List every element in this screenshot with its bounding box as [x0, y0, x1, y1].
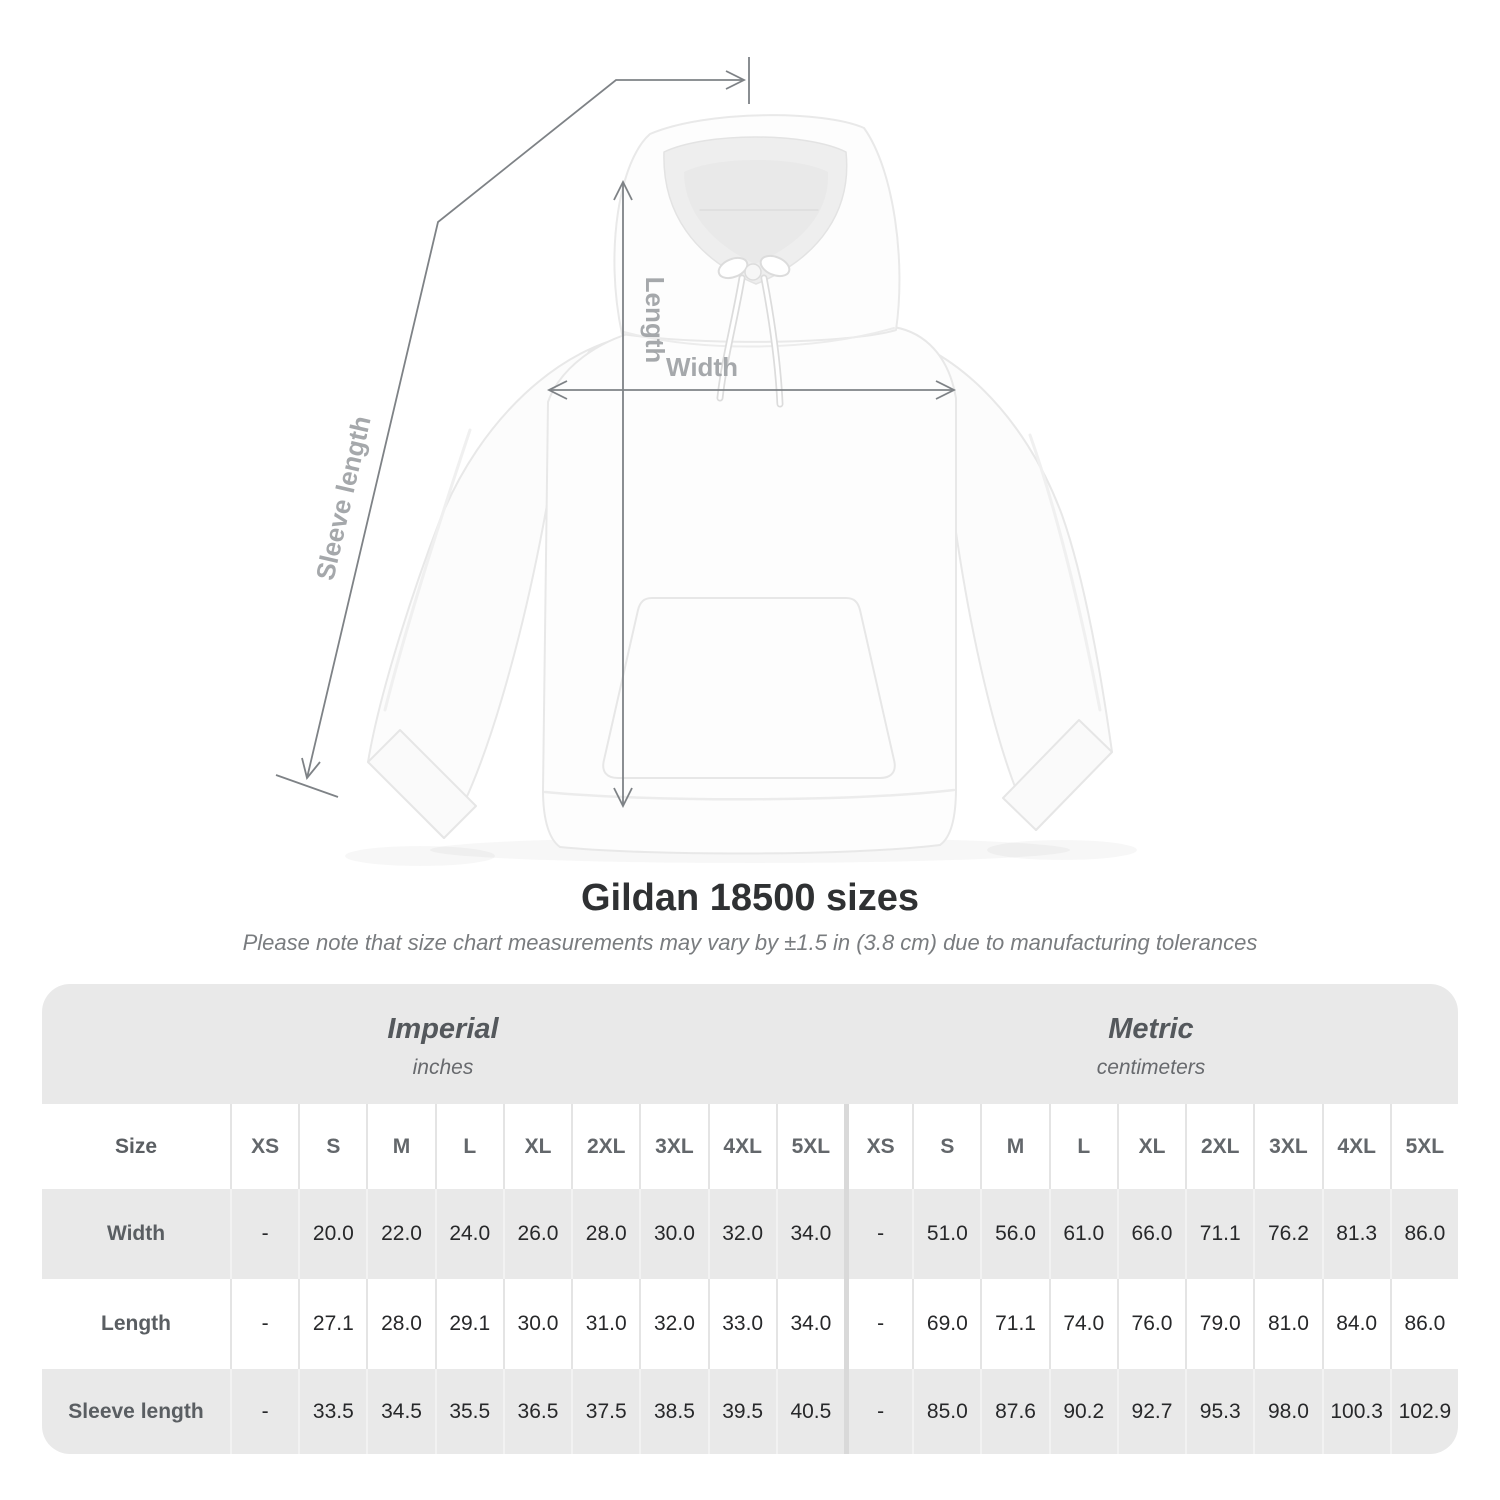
imperial-value-cell: 26.0	[503, 1189, 571, 1279]
metric-value-cell: 100.3	[1322, 1369, 1390, 1454]
metric-value-cell: 92.7	[1117, 1369, 1185, 1454]
metric-value-cell: 71.1	[1185, 1189, 1253, 1279]
size-col-header-imperial-l: L	[435, 1104, 503, 1189]
imperial-unit: inches	[412, 1055, 474, 1079]
left-cuff-shadow	[345, 846, 495, 866]
size-col-header-imperial-2xl: 2XL	[571, 1104, 639, 1189]
sleeve-length-label: Sleeve length	[309, 412, 377, 584]
imperial-value-cell: 40.5	[776, 1369, 844, 1454]
metric-value-cell: 71.1	[980, 1279, 1048, 1369]
imperial-value-cell: -	[230, 1369, 298, 1454]
size-col-header-imperial-m: M	[366, 1104, 434, 1189]
metric-value-cell: 102.9	[1390, 1369, 1458, 1454]
metric-value-cell: 56.0	[980, 1189, 1048, 1279]
imperial-value-cell: 39.5	[708, 1369, 776, 1454]
hoodie-illustration	[368, 115, 1112, 853]
imperial-title: Imperial	[387, 1012, 499, 1045]
metric-value-cell: -	[844, 1279, 912, 1369]
imperial-value-cell: 28.0	[366, 1279, 434, 1369]
imperial-value-cell: 28.0	[571, 1189, 639, 1279]
size-col-header-metric-s: S	[912, 1104, 980, 1189]
imperial-section-header	[42, 984, 844, 1104]
tolerance-note: Please note that size chart measurements may vary by ±1.5 in (3.8 cm) due to manufacturing tolerances	[242, 930, 1258, 955]
size-col-header-metric-5xl: 5XL	[1390, 1104, 1458, 1189]
size-col-header-imperial-3xl: 3XL	[639, 1104, 707, 1189]
imperial-value-cell: 32.0	[708, 1189, 776, 1279]
metric-value-cell: 76.2	[1253, 1189, 1321, 1279]
metric-value-cell: -	[844, 1189, 912, 1279]
imperial-value-cell: 34.0	[776, 1189, 844, 1279]
imperial-value-cell: 37.5	[571, 1369, 639, 1454]
size-col-header-metric-4xl: 4XL	[1322, 1104, 1390, 1189]
metric-value-cell: 86.0	[1390, 1189, 1458, 1279]
length-label: Length	[640, 276, 670, 364]
imperial-value-cell: 34.0	[776, 1279, 844, 1369]
imperial-value-cell: 32.0	[639, 1279, 707, 1369]
kangaroo-pocket	[603, 598, 895, 778]
metric-value-cell: 66.0	[1117, 1189, 1185, 1279]
size-col-header-imperial-xl: XL	[503, 1104, 571, 1189]
size-col-header-imperial-4xl: 4XL	[708, 1104, 776, 1189]
metric-value-cell: 90.2	[1049, 1369, 1117, 1454]
size-col-header-metric-2xl: 2XL	[1185, 1104, 1253, 1189]
size-col-header-imperial-xs: XS	[230, 1104, 298, 1189]
imperial-value-cell: 35.5	[435, 1369, 503, 1454]
imperial-value-cell: 33.5	[298, 1369, 366, 1454]
imperial-value-cell: 34.5	[366, 1369, 434, 1454]
size-col-header-metric-m: M	[980, 1104, 1048, 1189]
metric-value-cell: 81.3	[1322, 1189, 1390, 1279]
metric-unit: centimeters	[1096, 1055, 1206, 1079]
size-col-header-metric-xl: XL	[1117, 1104, 1185, 1189]
imperial-value-cell: 36.5	[503, 1369, 571, 1454]
metric-value-cell: 74.0	[1049, 1279, 1117, 1369]
imperial-value-cell: 24.0	[435, 1189, 503, 1279]
size-column-header: Size	[42, 1104, 230, 1189]
metric-value-cell: 87.6	[980, 1369, 1048, 1454]
imperial-value-cell: 33.0	[708, 1279, 776, 1369]
metric-value-cell: 76.0	[1117, 1279, 1185, 1369]
metric-value-cell: 51.0	[912, 1189, 980, 1279]
metric-value-cell: -	[844, 1369, 912, 1454]
metric-value-cell: 81.0	[1253, 1279, 1321, 1369]
metric-value-cell: 98.0	[1253, 1369, 1321, 1454]
imperial-value-cell: -	[230, 1279, 298, 1369]
metric-section-header	[844, 984, 1458, 1104]
metric-value-cell: 86.0	[1390, 1279, 1458, 1369]
size-col-header-imperial-5xl: 5XL	[776, 1104, 844, 1189]
imperial-value-cell: 30.0	[639, 1189, 707, 1279]
width-label: Width	[666, 352, 738, 382]
imperial-value-cell: 38.5	[639, 1369, 707, 1454]
imperial-value-cell: 27.1	[298, 1279, 366, 1369]
imperial-value-cell: 31.0	[571, 1279, 639, 1369]
size-col-header-metric-l: L	[1049, 1104, 1117, 1189]
size-col-header-metric-3xl: 3XL	[1253, 1104, 1321, 1189]
row-label: Length	[42, 1279, 230, 1369]
imperial-value-cell: 29.1	[435, 1279, 503, 1369]
metric-value-cell: 69.0	[912, 1279, 980, 1369]
imperial-value-cell: -	[230, 1189, 298, 1279]
metric-value-cell: 95.3	[1185, 1369, 1253, 1454]
imperial-value-cell: 30.0	[503, 1279, 571, 1369]
row-label: Width	[42, 1189, 230, 1279]
metric-value-cell: 84.0	[1322, 1279, 1390, 1369]
metric-value-cell: 61.0	[1049, 1189, 1117, 1279]
imperial-value-cell: 22.0	[366, 1189, 434, 1279]
row-label: Sleeve length	[42, 1369, 230, 1454]
metric-value-cell: 79.0	[1185, 1279, 1253, 1369]
page-title: Gildan 18500 sizes	[581, 877, 919, 919]
metric-title: Metric	[1108, 1012, 1194, 1045]
right-cuff-shadow	[987, 840, 1137, 860]
imperial-value-cell: 20.0	[298, 1189, 366, 1279]
size-col-header-metric-xs: XS	[844, 1104, 912, 1189]
metric-value-cell: 85.0	[912, 1369, 980, 1454]
size-col-header-imperial-s: S	[298, 1104, 366, 1189]
size-table	[42, 984, 1458, 1454]
